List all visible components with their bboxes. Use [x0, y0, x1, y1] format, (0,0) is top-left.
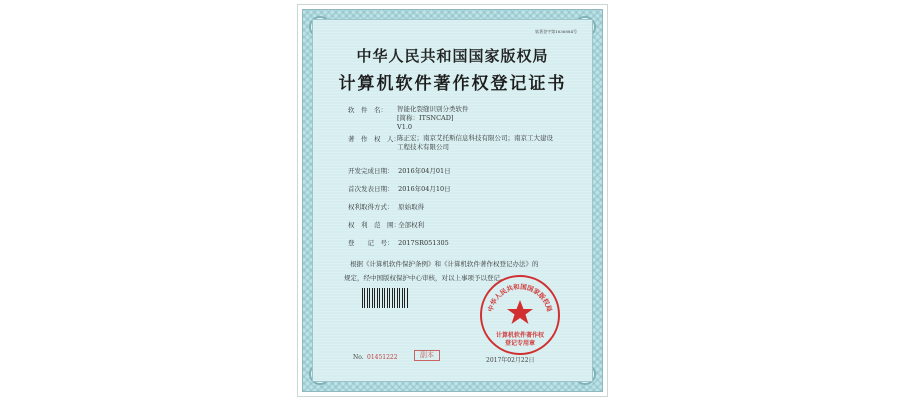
certificate	[297, 4, 608, 397]
barcode	[362, 288, 408, 308]
field-label: 开发完成日期：	[348, 167, 394, 175]
field-label: 权利取得方式：	[348, 203, 394, 211]
seal-arc-text: 中华人民共和国国家版权局	[486, 282, 554, 313]
seal-star-icon	[507, 300, 533, 324]
field-value: 2016年04月10日	[398, 185, 451, 193]
seal-line2: 登记专用章	[504, 340, 535, 347]
legal-paragraph-line: 根据《计算机软件保护条例》和《计算机软件著作权登记办法》的	[350, 260, 539, 268]
field-value: [简称：ITSNCAD]	[397, 114, 454, 122]
field-label: 登 记 号：	[348, 239, 394, 247]
field-acquisition-method	[348, 202, 424, 211]
field-label: 著 作 权 人：	[348, 135, 400, 143]
field-label: 软 件 名：	[348, 106, 387, 114]
legal-paragraph-line: 规定，经中国版权保护中心审核，对以上事项予以登记。	[344, 274, 507, 282]
issuer-title: 中华人民共和国国家版权局	[356, 47, 549, 65]
field-value: 全部权利	[398, 221, 425, 229]
certificate-number: 01451222	[367, 354, 398, 361]
certificate-no-label: No.	[353, 354, 364, 361]
field-value: 工程技术有限公司	[397, 143, 449, 151]
field-copyright-owner	[348, 134, 400, 143]
copy-stamp: 副本	[414, 350, 440, 361]
field-software-name	[348, 105, 396, 114]
field-registration-number	[348, 238, 449, 247]
field-label: 首次发表日期：	[348, 185, 394, 193]
certificate-title: 计算机软件著作权登记证书	[338, 74, 567, 94]
field-rights-scope	[348, 220, 424, 229]
field-value: 陈正宏；南京艾托斯信息科技有限公司；南京工大建设	[397, 134, 553, 142]
field-label: 权 利 范 围：	[348, 221, 400, 229]
field-value: 2016年04月01日	[398, 167, 451, 175]
field-value: V1.0	[397, 123, 413, 131]
field-value: 2017SR051305	[398, 239, 449, 247]
serial-number-top: 软著登字第1636884号	[535, 29, 577, 34]
issue-date: 2017年02月22日	[486, 357, 535, 364]
field-value: 原始取得	[398, 203, 425, 211]
field-value: 智能化裂缝识别分类软件	[397, 105, 469, 113]
field-software-name-value	[397, 105, 469, 132]
field-completion-date	[348, 166, 451, 175]
field-publish-date	[348, 184, 451, 193]
field-copyright-owner-value	[397, 134, 553, 152]
seal-line1: 计算机软件著作权	[495, 332, 544, 339]
